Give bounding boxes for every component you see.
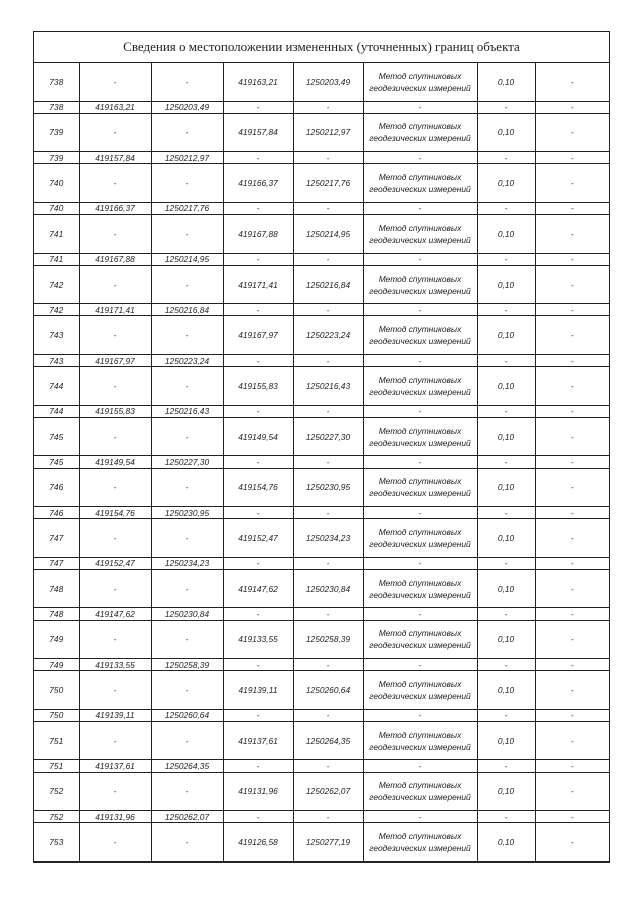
method-cell: Метод спутниковых геодезических измерений <box>363 164 477 203</box>
point-number-cell: 751 <box>34 760 79 772</box>
new-x-cell: 419133,55 <box>223 620 293 659</box>
accuracy-cell: - <box>477 456 535 468</box>
accuracy-cell: 0,10 <box>477 63 535 101</box>
new-y-cell: 1250258,39 <box>293 620 363 659</box>
old-x-cell: 419147,62 <box>79 608 151 620</box>
point-number-cell: 750 <box>34 709 79 721</box>
accuracy-cell: 0,10 <box>477 772 535 811</box>
point-number-cell: 742 <box>34 265 79 304</box>
table-row <box>34 557 609 569</box>
point-number-cell: 739 <box>34 113 79 152</box>
new-x-cell: - <box>223 405 293 417</box>
table-row <box>34 202 609 214</box>
accuracy-cell: 0,10 <box>477 367 535 406</box>
new-y-cell: 1250216,84 <box>293 265 363 304</box>
old-x-cell: 419133,55 <box>79 659 151 671</box>
method-cell: Метод спутниковых геодезических измерений <box>363 63 477 101</box>
coordinates-table <box>34 63 609 862</box>
note-cell: - <box>535 202 609 214</box>
new-x-cell: 419167,97 <box>223 316 293 355</box>
method-cell: - <box>363 709 477 721</box>
point-number-cell: 738 <box>34 63 79 101</box>
table-row <box>34 265 609 304</box>
accuracy-cell: 0,10 <box>477 316 535 355</box>
old-y-cell: - <box>151 823 223 862</box>
old-y-cell: 1250216,43 <box>151 405 223 417</box>
table-row <box>34 468 609 507</box>
accuracy-cell: 0,10 <box>477 519 535 558</box>
new-y-cell: 1250203,49 <box>293 63 363 101</box>
table-row <box>34 101 609 113</box>
old-y-cell: - <box>151 367 223 406</box>
method-cell: - <box>363 456 477 468</box>
method-cell: Метод спутниковых геодезических измерений <box>363 265 477 304</box>
method-cell: - <box>363 152 477 164</box>
new-x-cell: - <box>223 456 293 468</box>
old-x-cell: - <box>79 721 151 760</box>
new-x-cell: 419152,47 <box>223 519 293 558</box>
table-row <box>34 304 609 316</box>
new-y-cell: 1250230,84 <box>293 569 363 608</box>
old-y-cell: 1250223,24 <box>151 354 223 366</box>
note-cell: - <box>535 620 609 659</box>
old-y-cell: 1250258,39 <box>151 659 223 671</box>
table-row <box>34 620 609 659</box>
new-y-cell: - <box>293 557 363 569</box>
accuracy-cell: 0,10 <box>477 417 535 456</box>
new-x-cell: 419166,37 <box>223 164 293 203</box>
accuracy-cell: - <box>477 659 535 671</box>
new-x-cell: 419157,84 <box>223 113 293 152</box>
table-row <box>34 569 609 608</box>
table-row <box>34 811 609 823</box>
accuracy-cell: - <box>477 811 535 823</box>
point-number-cell: 742 <box>34 304 79 316</box>
table-row <box>34 721 609 760</box>
point-number-cell: 744 <box>34 367 79 406</box>
point-number-cell: 750 <box>34 671 79 710</box>
new-x-cell: - <box>223 608 293 620</box>
table-row <box>34 519 609 558</box>
new-y-cell: - <box>293 507 363 519</box>
new-y-cell: 1250214,95 <box>293 215 363 254</box>
note-cell: - <box>535 354 609 366</box>
table-row <box>34 671 609 710</box>
new-y-cell: 1250212,97 <box>293 113 363 152</box>
new-y-cell: - <box>293 202 363 214</box>
method-cell: Метод спутниковых геодезических измерений <box>363 620 477 659</box>
old-y-cell: - <box>151 215 223 254</box>
old-y-cell: - <box>151 265 223 304</box>
new-x-cell: - <box>223 659 293 671</box>
point-number-cell: 740 <box>34 202 79 214</box>
method-cell: Метод спутниковых геодезических измерений <box>363 823 477 862</box>
note-cell: - <box>535 367 609 406</box>
note-cell: - <box>535 507 609 519</box>
point-number-cell: 749 <box>34 659 79 671</box>
new-y-cell: - <box>293 760 363 772</box>
accuracy-cell: - <box>477 152 535 164</box>
table-row <box>34 63 609 101</box>
note-cell: - <box>535 823 609 862</box>
new-y-cell: 1250277,19 <box>293 823 363 862</box>
method-cell: - <box>363 659 477 671</box>
table-row <box>34 354 609 366</box>
old-x-cell: - <box>79 620 151 659</box>
old-y-cell: - <box>151 468 223 507</box>
old-y-cell: - <box>151 519 223 558</box>
new-y-cell: 1250227,30 <box>293 417 363 456</box>
table-row <box>34 709 609 721</box>
note-cell: - <box>535 811 609 823</box>
old-x-cell: 419167,88 <box>79 253 151 265</box>
new-y-cell: - <box>293 253 363 265</box>
accuracy-cell: - <box>477 354 535 366</box>
old-y-cell: - <box>151 620 223 659</box>
table-row <box>34 772 609 811</box>
note-cell: - <box>535 671 609 710</box>
new-x-cell: 419154,76 <box>223 468 293 507</box>
new-x-cell: - <box>223 253 293 265</box>
note-cell: - <box>535 304 609 316</box>
new-y-cell: 1250217,76 <box>293 164 363 203</box>
new-y-cell: 1250230,95 <box>293 468 363 507</box>
note-cell: - <box>535 101 609 113</box>
table-row <box>34 659 609 671</box>
table-row <box>34 164 609 203</box>
old-y-cell: - <box>151 316 223 355</box>
point-number-cell: 741 <box>34 215 79 254</box>
new-y-cell: 1250216,43 <box>293 367 363 406</box>
accuracy-cell: 0,10 <box>477 215 535 254</box>
old-y-cell: - <box>151 671 223 710</box>
new-y-cell: - <box>293 101 363 113</box>
note-cell: - <box>535 659 609 671</box>
accuracy-cell: 0,10 <box>477 265 535 304</box>
new-x-cell: 419131,96 <box>223 772 293 811</box>
new-x-cell: 419155,83 <box>223 367 293 406</box>
accuracy-cell: 0,10 <box>477 164 535 203</box>
new-y-cell: - <box>293 152 363 164</box>
method-cell: Метод спутниковых геодезических измерений <box>363 519 477 558</box>
old-y-cell: - <box>151 417 223 456</box>
accuracy-cell: - <box>477 405 535 417</box>
old-y-cell: - <box>151 721 223 760</box>
old-x-cell: - <box>79 671 151 710</box>
old-y-cell: - <box>151 772 223 811</box>
old-x-cell: - <box>79 367 151 406</box>
old-x-cell: 419167,97 <box>79 354 151 366</box>
method-cell: - <box>363 405 477 417</box>
table-row <box>34 456 609 468</box>
note-cell: - <box>535 721 609 760</box>
note-cell: - <box>535 709 609 721</box>
method-cell: - <box>363 608 477 620</box>
new-x-cell: - <box>223 507 293 519</box>
new-x-cell: 419147,62 <box>223 569 293 608</box>
old-y-cell: 1250230,95 <box>151 507 223 519</box>
note-cell: - <box>535 265 609 304</box>
point-number-cell: 745 <box>34 417 79 456</box>
note-cell: - <box>535 164 609 203</box>
method-cell: Метод спутниковых геодезических измерений <box>363 367 477 406</box>
note-cell: - <box>535 608 609 620</box>
old-y-cell: - <box>151 113 223 152</box>
table-row <box>34 215 609 254</box>
point-number-cell: 746 <box>34 507 79 519</box>
new-x-cell: - <box>223 709 293 721</box>
new-x-cell: - <box>223 760 293 772</box>
old-y-cell: 1250234,23 <box>151 557 223 569</box>
new-x-cell: - <box>223 202 293 214</box>
method-cell: - <box>363 354 477 366</box>
method-cell: - <box>363 304 477 316</box>
note-cell: - <box>535 557 609 569</box>
old-x-cell: 419157,84 <box>79 152 151 164</box>
accuracy-cell: - <box>477 101 535 113</box>
method-cell: - <box>363 760 477 772</box>
old-x-cell: - <box>79 63 151 101</box>
point-number-cell: 753 <box>34 823 79 862</box>
method-cell: Метод спутниковых геодезических измерений <box>363 721 477 760</box>
method-cell: Метод спутниковых геодезических измерений <box>363 772 477 811</box>
point-number-cell: 746 <box>34 468 79 507</box>
old-x-cell: - <box>79 417 151 456</box>
new-x-cell: 419149,54 <box>223 417 293 456</box>
old-y-cell: 1250264,35 <box>151 760 223 772</box>
note-cell: - <box>535 569 609 608</box>
old-y-cell: 1250216,84 <box>151 304 223 316</box>
accuracy-cell: - <box>477 709 535 721</box>
note-cell: - <box>535 468 609 507</box>
old-x-cell: 419149,54 <box>79 456 151 468</box>
new-y-cell: 1250234,23 <box>293 519 363 558</box>
point-number-cell: 738 <box>34 101 79 113</box>
point-number-cell: 744 <box>34 405 79 417</box>
accuracy-cell: 0,10 <box>477 569 535 608</box>
boundary-table-sheet <box>33 31 610 863</box>
method-cell: Метод спутниковых геодезических измерений <box>363 671 477 710</box>
point-number-cell: 747 <box>34 557 79 569</box>
accuracy-cell: 0,10 <box>477 721 535 760</box>
point-number-cell: 748 <box>34 569 79 608</box>
accuracy-cell: 0,10 <box>477 468 535 507</box>
old-x-cell: - <box>79 215 151 254</box>
note-cell: - <box>535 152 609 164</box>
new-y-cell: - <box>293 456 363 468</box>
new-x-cell: 419139,11 <box>223 671 293 710</box>
old-x-cell: 419154,76 <box>79 507 151 519</box>
note-cell: - <box>535 405 609 417</box>
table-title: Сведения о местоположении измененных (уточненных) границ объекта <box>34 32 609 63</box>
old-y-cell: 1250212,97 <box>151 152 223 164</box>
old-y-cell: - <box>151 569 223 608</box>
old-y-cell: 1250262,07 <box>151 811 223 823</box>
old-y-cell: 1250230,84 <box>151 608 223 620</box>
old-x-cell: 419152,47 <box>79 557 151 569</box>
new-y-cell: 1250264,35 <box>293 721 363 760</box>
table-row <box>34 417 609 456</box>
method-cell: - <box>363 557 477 569</box>
point-number-cell: 743 <box>34 354 79 366</box>
method-cell: Метод спутниковых геодезических измерений <box>363 468 477 507</box>
point-number-cell: 749 <box>34 620 79 659</box>
new-x-cell: 419137,61 <box>223 721 293 760</box>
note-cell: - <box>535 316 609 355</box>
new-x-cell: - <box>223 811 293 823</box>
point-number-cell: 739 <box>34 152 79 164</box>
note-cell: - <box>535 772 609 811</box>
point-number-cell: 743 <box>34 316 79 355</box>
accuracy-cell: - <box>477 304 535 316</box>
accuracy-cell: 0,10 <box>477 823 535 862</box>
new-y-cell: - <box>293 354 363 366</box>
old-x-cell: 419163,21 <box>79 101 151 113</box>
note-cell: - <box>535 760 609 772</box>
note-cell: - <box>535 253 609 265</box>
new-y-cell: - <box>293 304 363 316</box>
method-cell: - <box>363 202 477 214</box>
old-y-cell: 1250260,64 <box>151 709 223 721</box>
accuracy-cell: - <box>477 760 535 772</box>
table-row <box>34 760 609 772</box>
note-cell: - <box>535 417 609 456</box>
point-number-cell: 745 <box>34 456 79 468</box>
accuracy-cell: 0,10 <box>477 620 535 659</box>
old-y-cell: 1250214,95 <box>151 253 223 265</box>
table-row <box>34 113 609 152</box>
old-y-cell: 1250227,30 <box>151 456 223 468</box>
old-y-cell: - <box>151 164 223 203</box>
note-cell: - <box>535 215 609 254</box>
point-number-cell: 748 <box>34 608 79 620</box>
note-cell: - <box>535 519 609 558</box>
table-row <box>34 608 609 620</box>
old-x-cell: 419137,61 <box>79 760 151 772</box>
note-cell: - <box>535 113 609 152</box>
new-y-cell: 1250262,07 <box>293 772 363 811</box>
new-y-cell: 1250260,64 <box>293 671 363 710</box>
accuracy-cell: - <box>477 507 535 519</box>
old-x-cell: - <box>79 569 151 608</box>
method-cell: - <box>363 253 477 265</box>
old-x-cell: - <box>79 823 151 862</box>
accuracy-cell: 0,10 <box>477 671 535 710</box>
new-y-cell: - <box>293 811 363 823</box>
method-cell: - <box>363 101 477 113</box>
new-y-cell: 1250223,24 <box>293 316 363 355</box>
new-x-cell: - <box>223 557 293 569</box>
point-number-cell: 741 <box>34 253 79 265</box>
note-cell: - <box>535 456 609 468</box>
table-row <box>34 507 609 519</box>
old-x-cell: - <box>79 113 151 152</box>
new-y-cell: - <box>293 405 363 417</box>
accuracy-cell: - <box>477 253 535 265</box>
table-row <box>34 253 609 265</box>
old-x-cell: 419131,96 <box>79 811 151 823</box>
old-x-cell: - <box>79 265 151 304</box>
table-row <box>34 316 609 355</box>
new-y-cell: - <box>293 659 363 671</box>
method-cell: Метод спутниковых геодезических измерений <box>363 569 477 608</box>
point-number-cell: 740 <box>34 164 79 203</box>
accuracy-cell: 0,10 <box>477 113 535 152</box>
old-x-cell: - <box>79 468 151 507</box>
new-x-cell: 419167,88 <box>223 215 293 254</box>
table-row <box>34 405 609 417</box>
new-x-cell: - <box>223 304 293 316</box>
new-y-cell: - <box>293 608 363 620</box>
accuracy-cell: - <box>477 557 535 569</box>
note-cell: - <box>535 63 609 101</box>
new-x-cell: 419163,21 <box>223 63 293 101</box>
new-x-cell: 419171,41 <box>223 265 293 304</box>
new-x-cell: - <box>223 152 293 164</box>
method-cell: - <box>363 811 477 823</box>
point-number-cell: 752 <box>34 772 79 811</box>
table-row <box>34 152 609 164</box>
point-number-cell: 747 <box>34 519 79 558</box>
old-y-cell: 1250203,49 <box>151 101 223 113</box>
new-x-cell: - <box>223 354 293 366</box>
method-cell: Метод спутниковых геодезических измерений <box>363 113 477 152</box>
old-x-cell: - <box>79 164 151 203</box>
point-number-cell: 751 <box>34 721 79 760</box>
old-x-cell: - <box>79 316 151 355</box>
accuracy-cell: - <box>477 608 535 620</box>
accuracy-cell: - <box>477 202 535 214</box>
method-cell: Метод спутниковых геодезических измерений <box>363 417 477 456</box>
old-x-cell: 419166,37 <box>79 202 151 214</box>
point-number-cell: 752 <box>34 811 79 823</box>
table-row <box>34 367 609 406</box>
method-cell: Метод спутниковых геодезических измерений <box>363 316 477 355</box>
old-x-cell: - <box>79 772 151 811</box>
method-cell: Метод спутниковых геодезических измерений <box>363 215 477 254</box>
old-y-cell: 1250217,76 <box>151 202 223 214</box>
old-x-cell: 419155,83 <box>79 405 151 417</box>
old-x-cell: 419139,11 <box>79 709 151 721</box>
old-x-cell: - <box>79 519 151 558</box>
old-x-cell: 419171,41 <box>79 304 151 316</box>
method-cell: - <box>363 507 477 519</box>
table-row <box>34 823 609 862</box>
new-x-cell: - <box>223 101 293 113</box>
old-y-cell: - <box>151 63 223 101</box>
new-x-cell: 419126,58 <box>223 823 293 862</box>
new-y-cell: - <box>293 709 363 721</box>
